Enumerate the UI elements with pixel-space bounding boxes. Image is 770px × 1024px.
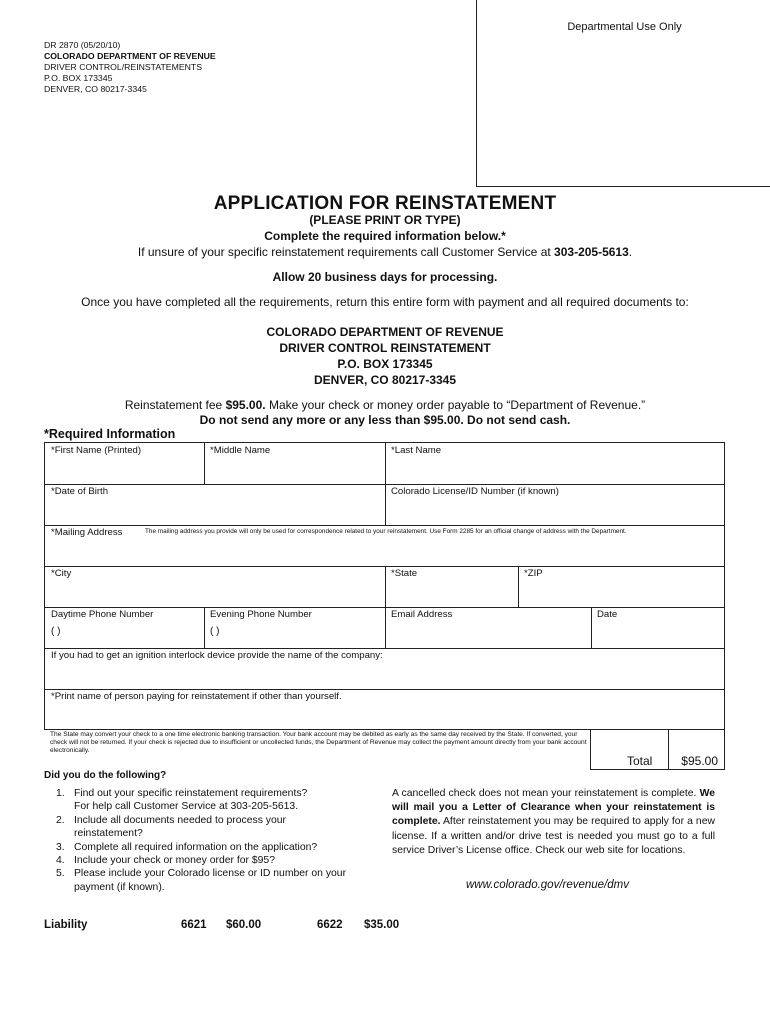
total-label: Total xyxy=(627,754,653,768)
unsure-line: If unsure of your specific reinstatement requirements call Customer Service at 303-205-5613. xyxy=(137,245,633,259)
liability-amount-2: $35.00 xyxy=(364,919,400,931)
state-field[interactable]: *State xyxy=(391,568,418,579)
liability-amount-1: $60.00 xyxy=(226,919,262,931)
address-line-2: DRIVER CONTROL REINSTATEMENT xyxy=(279,341,491,355)
unsure-text: If unsure of your specific reinstatement requirements call Customer Service at xyxy=(137,245,551,259)
evening-phone-area: ( ) xyxy=(210,626,220,637)
page-title: APPLICATION FOR REINSTATEMENT xyxy=(213,193,557,214)
liability-code-2: 6622 xyxy=(317,919,343,931)
check-conversion-disclaimer: The State may convert your check to a one time electronic banking transaction. Your bank account may be debited as early as the same day received by the State. If converted, your check will not be returned. If your check is rejected due to insufficient or uncollected funds, the Department of Revenue may collect the payment amount directly from your bank account electronically. xyxy=(50,731,587,754)
first-name-field[interactable]: *First Name (Printed) xyxy=(51,445,142,456)
license-number-field[interactable]: Colorado License/ID Number (if known) xyxy=(391,486,559,497)
header-dept: COLORADO DEPARTMENT OF REVENUE xyxy=(44,51,216,61)
customer-service-phone: 303-205-5613 xyxy=(554,245,629,259)
application-form-grid xyxy=(44,442,725,730)
email-field[interactable]: Email Address xyxy=(391,609,453,620)
once-completed: Once you have completed all the requirements, return this entire form with payment and all required documents to: xyxy=(81,295,689,309)
checklist-item: 5. Please include your Colorado license or ID number on your xyxy=(56,868,347,880)
city-field[interactable]: *City xyxy=(51,568,72,579)
clearance-note: A cancelled check does not mean your reinstatement is complete. We will mail you a Letter of Clearance when your reinstatement is complete. After reinstatement you may be required to apply for a new license. If a written and/or drive test is needed you must go to a full service Driver’s License office. Check our web site for locations. xyxy=(392,788,715,856)
website-link[interactable]: www.colorado.gov/revenue/dmv xyxy=(466,879,629,891)
fee-warning: Do not send any more or any less than $95.00. Do not send cash. xyxy=(199,413,571,427)
mailing-address-note: The mailing address you provide will only be used for correspondence related to your reinstatement. Use Form 2285 for an official change of address with the Department. xyxy=(145,528,627,535)
checklist-title: Did you do the following? xyxy=(44,770,167,781)
address-line-3: P.O. BOX 173345 xyxy=(337,357,433,371)
evening-phone-field[interactable]: Evening Phone Number xyxy=(210,609,312,620)
address-line-4: DENVER, CO 80217-3345 xyxy=(313,373,457,387)
date-of-birth-field[interactable]: *Date of Birth xyxy=(51,486,109,497)
departmental-use-label: Departmental Use Only xyxy=(567,21,682,33)
checklist-item-cont: For help call Customer Service at 303-205-5613. xyxy=(74,801,299,813)
total-box xyxy=(590,729,725,770)
checklist-item: 2. Include all documents needed to process your xyxy=(56,814,286,826)
complete-required: Complete the required information below.* xyxy=(264,229,506,243)
fee-prefix: Reinstatement fee xyxy=(124,398,223,412)
middle-name-field[interactable]: *Middle Name xyxy=(210,445,271,456)
liability-code-1: 6621 xyxy=(181,919,207,931)
form-header xyxy=(44,40,216,95)
clearance-note-bold: We will mail you a Letter of Clearance when your reinstatement is complete. xyxy=(392,788,715,828)
daytime-phone-area: ( ) xyxy=(51,626,61,637)
fee-amount: $95.00 xyxy=(225,398,263,412)
address-line-1: COLORADO DEPARTMENT OF REVENUE xyxy=(266,325,504,339)
interlock-company-field[interactable]: If you had to get an ignition interlock device provide the name of the company: xyxy=(51,650,383,661)
checklist-item: 3. Complete all required information on the application? xyxy=(56,841,318,853)
fee-line: Reinstatement fee $95.00. Make your check or money order payable to “Department of Revenue.” xyxy=(124,398,646,412)
total-value: $95.00 xyxy=(681,754,718,768)
header-city: DENVER, CO 80217-3345 xyxy=(44,84,147,94)
header-division: DRIVER CONTROL/REINSTATEMENTS xyxy=(44,62,202,72)
date-field[interactable]: Date xyxy=(597,609,618,620)
print-or-type: (PLEASE PRINT OR TYPE) xyxy=(309,213,461,227)
checklist-item: 4. Include your check or money order for $95? xyxy=(56,855,275,867)
payer-name-field[interactable]: *Print name of person paying for reinstatement if other than yourself. xyxy=(51,691,342,702)
departmental-use-box xyxy=(476,0,770,187)
liability-label: Liability xyxy=(44,919,88,931)
daytime-phone-field[interactable]: Daytime Phone Number xyxy=(51,609,154,620)
header-box: P.O. BOX 173345 xyxy=(44,73,113,83)
checklist-item-cont: payment (if known). xyxy=(74,881,165,893)
form-number: DR 2870 (05/20/10) xyxy=(44,40,121,50)
allow-days: Allow 20 business days for processing. xyxy=(272,270,498,284)
checklist-item: 1. Find out your specific reinstatement requirements? xyxy=(56,788,308,799)
requirements-checklist xyxy=(56,787,386,894)
required-info-title: *Required Information xyxy=(44,427,176,441)
fee-suffix: Make your check or money order payable to “Department of Revenue.” xyxy=(268,398,646,412)
checklist-item-cont: reinstatement? xyxy=(74,828,143,840)
last-name-field[interactable]: *Last Name xyxy=(391,445,442,456)
mailing-address-field[interactable]: *Mailing Address xyxy=(51,527,123,538)
zip-field[interactable]: *ZIP xyxy=(524,568,543,579)
